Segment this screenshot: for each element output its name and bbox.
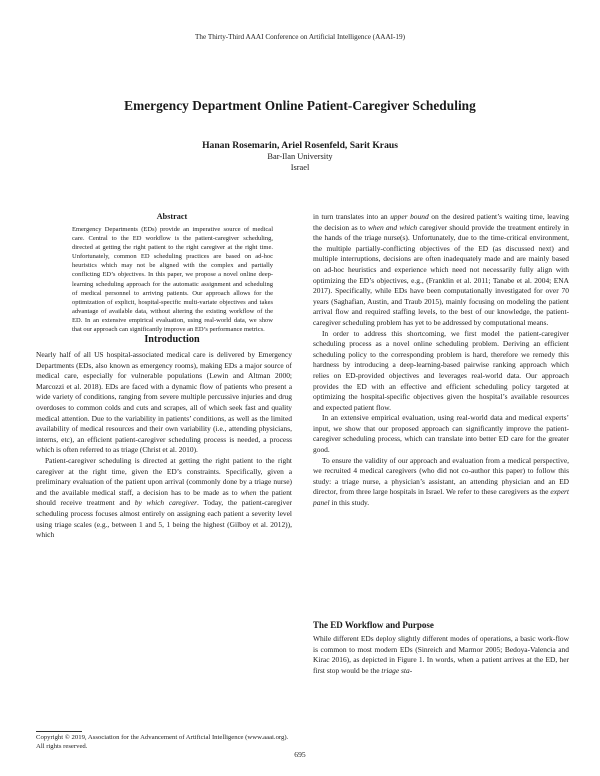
copyright-notice: Copyright © 2019, Association for the Advancement of Artificial Intelligence (www.aaai.org). All rights reserved. [36,734,289,751]
introduction-heading: Introduction [144,334,200,345]
intro-paragraph-1: Nearly half of all US hospital-associated medical care is delivered by Emergency Departments (EDs, also known as emergency rooms), making EDs a major source of medical care, especially for vulnerable populations (Lewin and Altman 2000; Marcozzi et al. 2018). EDs are faced with a dynamic flow of patients who present a wide variety of conditions, ranging from severe multiple percussive injuries and drug overdoses to common colds and cuts and scrapes, all of which seek fast and quality medical attention. Due to the variability in patients’ conditions, as well as the limited availability of medical resources and their own variability (i.e., attending physicians, interns, etc), an efficient patient-caregiver scheduling process is needed, a process which is often referred to as triage (Christ et al. 2010). [36,350,292,455]
intro-paragraph-4: In order to address this shortcoming, we first model the patient-caregiver scheduling process as a novel online scheduling problem. Deriving an efficient scheduling policy to the corresponding problem is hard, therefore we remedy this hardness by introducing a deep-learning-based pairwise ranking approach which relies on ED-provided objectives and leverages real-world data. Our approach provides the ED with an effective and efficient scheduling policy targeted at optimizing the hospital-specific objectives given the hospital’s available resources and expected patient flow. [313,328,569,412]
paper-title: Emergency Department Online Patient-Caregiver Scheduling [124,98,476,113]
footnote-rule [36,731,82,732]
page-number: 695 [294,750,306,759]
workflow-heading: The ED Workflow and Purpose [313,620,434,630]
paper-authors: Hanan Rosemarin, Ariel Rosenfeld, Sarit Kraus [202,140,398,151]
country: Israel [290,163,310,172]
affiliation: Bar-Ilan University [267,152,333,161]
intro-paragraph-3: in turn translates into an upper bound on the desired patient’s waiting time, leaving the decision as to when and which caregiver should provide the treatment entirely in the hands of the triage nurse(s). Unfortunately, due to the time-critical environment, the multiple partially-conflicting objectives of the ED (as discussed next) and multiple interruptions, decisions are often inadequately made and are mainly based on ad-hoc heuristics and experience which need not necessarily fully align with optimizing the ED’s objectives, e.g., (Franklin et al. 2011; Tanabe et al. 2004; ENA 2017). Specifically, while EDs have been computationally investigated for over 70 years (Saghafian, Austin, and Traub 2015), mainly focusing on modeling the patient arrival flow and required staffing levels, to the best of our knowledge, the patient-caregiver scheduling problem has yet to be addressed by computational means. [313,212,569,327]
workflow-text [313,634,569,676]
intro-paragraph-5: In an extensive empirical evaluation, using real-world data and medical experts’ input, we show that our proposed approach can significantly improve the patient-caregiver scheduling process, which can translate into better ED care for the greater good. [313,413,569,455]
abstract-heading: Abstract [156,212,188,221]
left-column-text [36,350,292,541]
conference-header: The Thirty-Third AAAI Conference on Artificial Intelligence (AAAI-19) [194,33,406,41]
abstract-body [72,225,273,334]
workflow-paragraph-1: While different EDs deploy slightly different modes of operations, a basic work-flow is common to most modern EDs (Sinreich and Marmor 2005; Bedoya-Valencia and Kirac 2016), as depicted in Figure 1. In words, when a patient arrives at the ED, her first stop would be the triage sta- [313,634,569,675]
intro-paragraph-2: Patient-caregiver scheduling is directed at getting the right patient to the right caregiver at the right time, given the ED’s constraints. Specifically, given a preliminary evaluation of the patient upon arrival (commonly done by a triage nurse) and the available medical staff, a decision has to be made as to when the patient should receive treatment and by which caregiver. Today, the patient-caregiver scheduling process focuses almost entirely on assigning each patient a severity level using triage scales (e.g., between 1 and 5, 1 being the highest (Gilboy et al. 2012)), which [36,455,293,540]
right-column-text [313,212,569,509]
abstract-text: Emergency Departments (EDs) provide an imperative source of medical care. Central to the ED workflow is the patient-caregiver scheduling, directed at getting the right patient to the right caregiver at the right time. Unfortunately, common ED scheduling practices are based on ad-hoc heuristics which may not be aligned with the complex and partially conflicting ED’s objectives. In this paper, we propose a novel online deep-learning scheduling approach for the automatic assignment and scheduling of medical personnel to arriving patients. Our approach allows for the optimization of explicit, hospital-specific multi-variate objectives and takes advantage of available data, without altering the existing workflow of the ED. In an extensive empirical evaluation, using real-world data, we show that our approach can significantly improve an ED’s performance metrics. [72,226,273,334]
intro-paragraph-6: To ensure the validity of our approach and evaluation from a medical perspective, we recruited 4 medical caregivers (who did not co-author this paper) to follow this study: a triage nurse, a physician’s assistant, an attending physician and an ED director, from three large hospitals in Israel. We refer to these caregivers as the expert panel in this study. [313,455,569,508]
